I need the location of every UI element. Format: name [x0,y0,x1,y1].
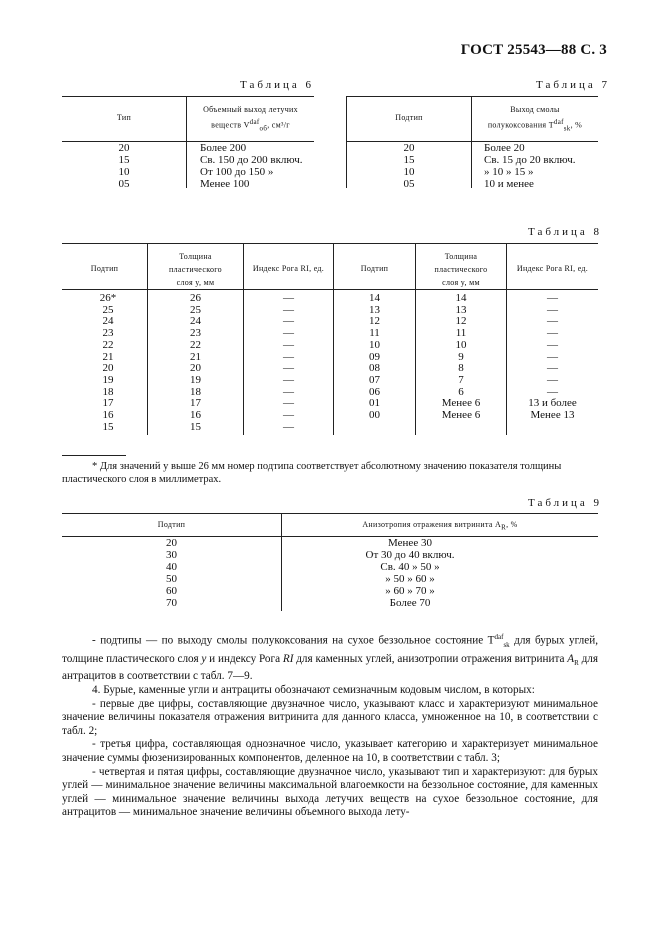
table8-cell-subtype: 06 [369,385,380,398]
table8-cell-index: 13 и более [528,397,577,410]
table8-cell-subtype: 11 [369,327,380,340]
table8-cell-subtype: 26* [99,292,117,304]
table8-cell-subtype: 08 [369,362,380,375]
table8-cell-index: — [283,385,294,398]
table9-top-rule [62,513,598,514]
table7-cell-tar: Более 20 [484,142,525,154]
table7-cell-tar: Св. 15 до 20 включ. [484,154,576,166]
table8-top-rule [62,243,598,244]
table8-cell-thickness: 24 [190,315,201,328]
paragraph-4: 4. Бурые, каменные угли и антрациты обозначают семизначным кодовым числом, в которых: [92,683,535,696]
table9-header-subtype: Подтип [157,520,186,529]
body-text [62,631,598,820]
page-header: ГОСТ 25543—88 С. 3 [460,42,607,58]
table9-cell-subtype: 60 [166,585,177,597]
table8-cell-index: — [547,362,558,375]
table9-cell-anisotropy: Св. 40 » 50 » [380,561,440,573]
table8-cell-index: — [547,327,558,340]
paragraph-fourth-fifth-digits: - четвертая и пятая цифры, составляющие двузначное число, указывают тип и характеризуют: для бурых углей — минимальное значение величины максимальной влагоемкости на беззольное состояние, для каменных углей — минимальное значение величины выхода летучих веществ на сухое беззольное состояние, для антрацитов — минимальное значение величины объемного выхода лету- [62,765,598,819]
table9-cell-anisotropy: Более 70 [389,597,431,609]
table8-cell-thickness: 13 [455,303,467,316]
table8-cell-index: — [283,409,294,421]
table8-cell-thickness: 21 [190,350,201,363]
footnote-line-2: пластического слоя в миллиметрах. [62,474,222,485]
table6-cell-type: 10 [118,166,130,178]
table8-cell-index: — [283,292,294,304]
table8-cell-thickness: 10 [455,338,467,351]
table6-caption: Таблица 6 [240,79,315,91]
table7-cell-tar: » 10 » 15 » [484,166,534,178]
table8-header-index-right: Индекс Рога RI, ед. [516,264,589,273]
table8-cell-subtype: 13 [369,303,380,316]
table7-cell-subtype: 20 [403,142,415,154]
table8-cell-thickness: 8 [458,362,464,375]
table8-cell-thickness: Менее 6 [441,397,481,410]
table8-cell-subtype: 15 [102,420,114,433]
table8-cell-index: — [283,315,294,328]
table7-cell-tar: 10 и менее [484,178,534,190]
table8-cell-subtype: 14 [369,292,380,304]
table8-header-thickness-left: Толщина пластического слоя y, мм [169,252,222,287]
table8-cell-index: — [283,373,294,386]
table8-cell-thickness: 9 [458,350,464,363]
table8-cell-subtype: 19 [102,373,114,386]
table8-cell-thickness: 6 [458,385,464,398]
table8-cell-thickness: 14 [455,292,467,304]
table8-cell-index: Менее 13 [530,409,575,421]
table8-cell-index: — [547,373,558,386]
table8-cell-subtype: 20 [102,362,114,375]
table9-caption: Таблица 9 [528,497,603,509]
table9-cell-subtype: 50 [166,573,177,585]
paragraph-subtypes: - подтипы — по выходу смолы полукоксования на сухое беззольное состояние $T^{daf}_{sk}$ для бурых углей, толщине пластического слоя y и индексу Рога RI для каменных углей, анизотропии отражения витринита $A_R$ для антрацитов в соответствии с табл. 7—9. [62,633,599,683]
table7-cell-subtype: 10 [403,166,415,178]
table8-cell-thickness: 26 [190,292,201,304]
table8-cell-index: — [547,338,558,351]
table8-cell-subtype: 24 [102,315,114,328]
table8-cell-index: — [547,315,558,328]
table6-header-type: Тип [116,113,132,122]
table9-cell-anisotropy: От 30 до 40 включ. [365,549,455,561]
table8-header-rule [62,289,598,290]
table8-cell-index: — [283,327,294,340]
table6-cell-volatile: Св. 150 до 200 включ. [200,154,303,166]
table6-cell-volatile: От 100 до 150 » [200,166,274,178]
table9-cell-subtype: 70 [166,597,177,609]
table8-cell-index: — [547,385,558,398]
table8-cell-subtype: 10 [369,338,380,351]
table9-header-anisotropy: Анизотропия отражения витринита $A_R$, % [362,520,518,532]
table6-cell-type: 05 [118,178,130,190]
table9-cell-anisotropy: » 50 » 60 » [385,573,435,585]
table8-header-subtype-left: Подтип [90,264,119,273]
table6-cell-type: 15 [118,154,130,166]
table8-cell-thickness: 7 [458,373,464,386]
table6-cell-type: 20 [118,142,130,154]
table8-cell-subtype: 16 [102,409,114,421]
table9-cell-subtype: 40 [166,561,177,573]
table8-cell-index: — [283,397,294,410]
table8-cell-subtype: 07 [369,373,380,386]
table8-cell-thickness: 11 [455,327,467,340]
table6-top-rule [62,96,314,97]
table8-cell-thickness: 23 [190,327,201,340]
table8-cell-thickness: 20 [190,362,201,375]
table8-cell-subtype: 22 [102,338,114,351]
paragraph-third-digit: - третья цифра, составляющая однозначное число, указывает категорию и характеризует минимальное значение суммы фюзенизированных компонентов, деленное на 10, в соответствии с табл. 3; [62,738,598,764]
table7-header-subtype: Подтип [395,113,423,122]
table8-cell-thickness: 25 [190,303,201,316]
table7-cell-subtype: 15 [403,154,415,166]
table6-cell-volatile: Менее 100 [200,178,250,190]
table6-header-volatile: Объемный выход летучих веществ $V^{daf}_{об}$, см³/г [203,105,298,133]
table8-cell-index: — [283,362,294,375]
footnote-rule [62,455,126,456]
table8-cell-thickness: 19 [190,373,201,386]
table8-cell-thickness: 12 [455,315,467,328]
table8-cell-subtype: 17 [102,397,114,410]
table8-cell-index: — [283,420,294,433]
table7-caption: Таблица 7 [536,79,611,91]
table8-cell-subtype: 09 [369,350,380,363]
table8-cell-subtype: 12 [369,315,380,328]
table8-header-thickness-right: Толщина пластического слоя y, мм [434,252,488,287]
table9-cell-anisotropy: Менее 30 [388,537,432,549]
table8-cell-thickness: 18 [190,385,201,398]
table8-cell-thickness: 15 [190,420,201,433]
table6-cell-volatile: Более 200 [200,142,247,154]
table8-cell-subtype: 00 [369,409,380,421]
table9-cell-subtype: 20 [166,537,177,549]
table8-caption: Таблица 8 [528,226,603,238]
table8-cell-index: — [283,338,294,351]
table8-cell-subtype: 23 [102,327,114,340]
table8-cell-index: — [547,292,558,304]
table8-cell-index: — [547,303,558,316]
table7-header-tar: Выход смолы полукоксования $T^{daf}_{sk}$, % [487,105,583,133]
table8-cell-thickness: 22 [190,338,201,351]
table8-cell-index: — [283,303,294,316]
table8-header-subtype-right: Подтип [360,264,389,273]
table7-cell-subtype: 05 [403,178,415,190]
table8-cell-subtype: 25 [102,303,114,316]
table8-cell-thickness: 17 [190,397,201,410]
table8-cell-thickness: Менее 6 [441,409,481,421]
table8-cell-index: — [283,350,294,363]
table8-cell-subtype: 01 [369,397,380,410]
table8-header-index-left: Индекс Рога RI, ед. [252,264,325,273]
table8-cell-thickness: 16 [190,409,201,421]
footnote-line-1: * Для значений y выше 26 мм номер подтипа соответствует абсолютному значению показателя толщины [92,461,562,472]
paragraph-first-digits: - первые две цифры, составляющие двузначное число, указывают класс и характеризуют минимальное значение величины показателя отражения витринита для данного класса, умноженное на 10, в соответствии с табл. 2; [62,697,598,737]
table9-cell-subtype: 30 [166,549,177,561]
table7-top-rule [346,96,598,97]
table8-cell-subtype: 18 [102,385,114,398]
table9-cell-anisotropy: » 60 » 70 » [385,585,435,597]
table8-cell-index: — [547,350,558,363]
table8-cell-subtype: 21 [102,350,114,363]
